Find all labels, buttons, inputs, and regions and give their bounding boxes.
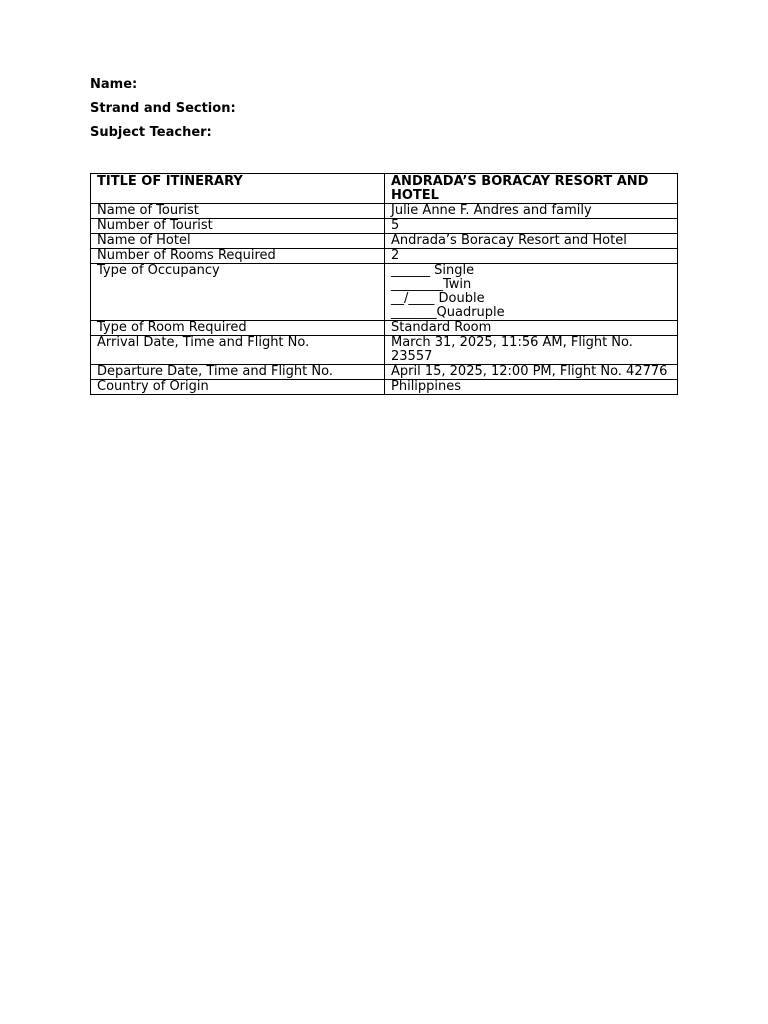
occupancy-option-double: __/____ Double [391, 291, 485, 306]
occupancy-option-twin: ________Twin [391, 277, 472, 292]
table-row [91, 365, 678, 380]
row-value-cell: 2 [385, 249, 678, 264]
table-row [91, 321, 678, 336]
occupancy-option-single: ______ Single [391, 263, 475, 278]
occupancy-option-quadruple: _______Quadruple [391, 305, 505, 320]
row-label-cell: Name of Tourist [91, 204, 385, 219]
table-row [91, 219, 678, 234]
table-row-occupancy [91, 264, 678, 321]
strand-section-label: Strand and Section: [90, 101, 236, 116]
name-label: Name: [90, 77, 138, 92]
row-label-cell: Type of Room Required [91, 321, 385, 336]
title-value-cell: ANDRADA’S BORACAY RESORT AND HOTEL [385, 174, 678, 204]
occupancy-options-cell [385, 264, 678, 321]
table-row [91, 249, 678, 264]
itinerary-table [90, 173, 678, 395]
occupancy-label-cell: Type of Occupancy [91, 264, 385, 321]
row-value-cell: Julie Anne F. Andres and family [385, 204, 678, 219]
row-label-cell: Departure Date, Time and Flight No. [91, 365, 385, 380]
row-label-cell: Country of Origin [91, 380, 385, 395]
table-row [91, 204, 678, 219]
row-value-cell: March 31, 2025, 11:56 AM, Flight No. 23557 [385, 336, 678, 365]
title-label-cell: TITLE OF ITINERARY [91, 174, 385, 204]
row-label-cell: Number of Rooms Required [91, 249, 385, 264]
row-label-cell: Arrival Date, Time and Flight No. [91, 336, 385, 365]
row-label-cell: Number of Tourist [91, 219, 385, 234]
table-row [91, 234, 678, 249]
row-value-cell: Standard Room [385, 321, 678, 336]
subject-teacher-label: Subject Teacher: [90, 125, 212, 140]
row-label-cell: Name of Hotel [91, 234, 385, 249]
table-row [91, 380, 678, 395]
row-value-cell: April 15, 2025, 12:00 PM, Flight No. 42776 [385, 365, 678, 380]
row-value-cell: 5 [385, 219, 678, 234]
table-row-title [91, 174, 678, 204]
table-row [91, 336, 678, 365]
row-value-cell: Philippines [385, 380, 678, 395]
row-value-cell: Andrada’s Boracay Resort and Hotel [385, 234, 678, 249]
